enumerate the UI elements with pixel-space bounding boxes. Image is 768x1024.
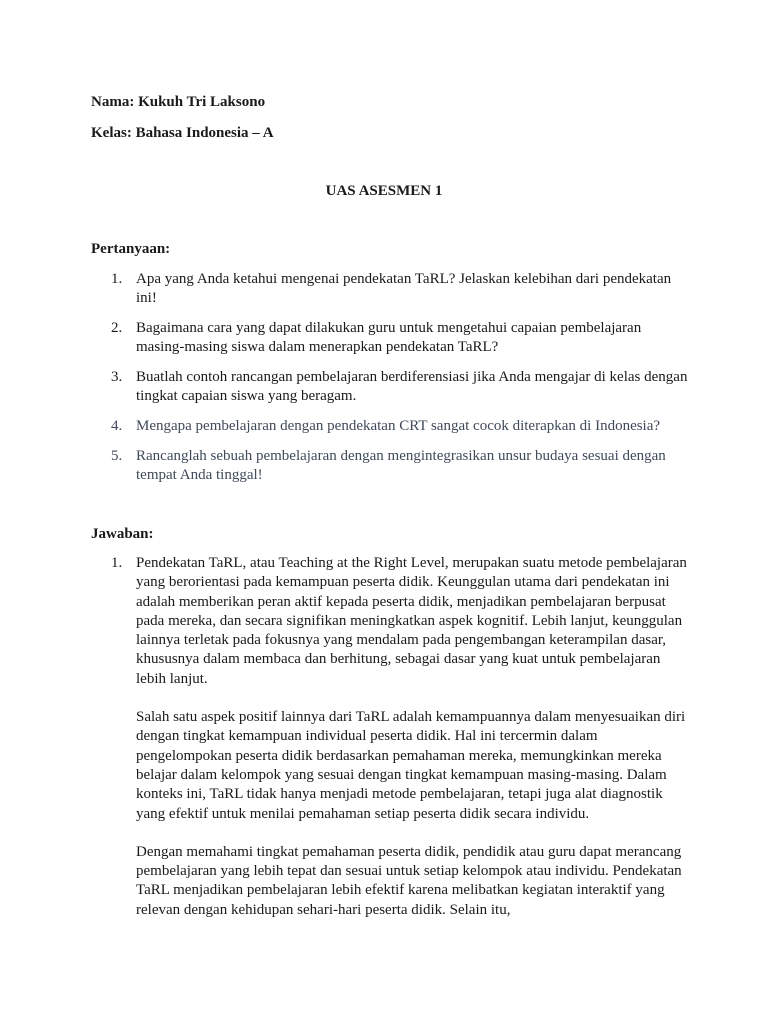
- student-name: Nama: Kukuh Tri Laksono: [91, 94, 266, 110]
- question-text: Mengapa pembelajaran dengan pendekatan CRT sangat cocok diterapkan di Indonesia?: [136, 418, 661, 434]
- question-item: [91, 270, 691, 308]
- question-item: [91, 319, 691, 357]
- student-class: Kelas: Bahasa Indonesia – A: [91, 125, 274, 141]
- question-number: 1.: [111, 271, 123, 287]
- answer-number: 1.: [111, 555, 123, 571]
- question-number: 4.: [111, 418, 123, 434]
- answer-paragraph: Salah satu aspek positif lainnya dari TaRL adalah kemampuannya dalam menyesuaikan diri dengan tingkat kemampuan individual peserta didik. Hal ini tercermin dalam pengelompokan peserta didik berdasarkan pemahaman mereka, memungkinkan mereka belajar dalam kelompok yang sesuai dengan tingkat kemampuan masing-masing. Dalam konteks ini, TaRL tidak hanya menjadi metode pembelajaran, tetapi juga alat diagnostik yang efektif untuk menilai pemahaman setiap peserta didik secara individu.: [136, 709, 686, 822]
- answer-list: [91, 554, 691, 939]
- question-text: Buatlah contoh rancangan pembelajaran berdiferensiasi jika Anda mengajar di kelas dengan tingkat capaian siswa yang beragam.: [136, 369, 688, 404]
- answer-paragraph: Dengan memahami tingkat pemahaman peserta didik, pendidik atau guru dapat merancang pembelajaran yang lebih tepat dan sesuai untuk setiap kelompok atau individu. Pendekatan TaRL menjadikan pembelajaran lebih efektif karena melibatkan kegiatan interaktif yang relevan dengan kehidupan sehari-hari peserta didik. Selain itu,: [136, 843, 682, 918]
- question-number: 3.: [111, 369, 123, 385]
- question-number: 2.: [111, 320, 123, 336]
- questions-heading: Pertanyaan:: [91, 241, 171, 257]
- question-item: [91, 447, 691, 485]
- question-number: 5.: [111, 448, 123, 464]
- question-text: Bagaimana cara yang dapat dilakukan guru untuk mengetahui capaian pembelajaran masing-masing siswa dalam menerapkan pendekatan TaRL?: [136, 320, 642, 355]
- question-list: [91, 270, 691, 496]
- question-item: [91, 368, 691, 406]
- document-title: UAS ASESMEN 1: [325, 183, 443, 199]
- answer-item: [91, 554, 691, 920]
- question-text: Rancanglah sebuah pembelajaran dengan mengintegrasikan unsur budaya sesuai dengan tempat Anda tinggal!: [136, 448, 666, 483]
- answer-paragraph: Pendekatan TaRL, atau Teaching at the Right Level, merupakan suatu metode pembelajaran yang berorientasi pada kemampuan peserta didik. Keunggulan utama dari pendekatan ini adalah memberikan peran aktif kepada peserta didik, menjadikan pembelajaran berpusat pada mereka, dan secara signifikan meningkatkan aspek kognitif. Lebih lanjut, keunggulan lainnya terletak pada fokusnya yang mendalam pada pengembangan keterampilan dasar, khususnya dalam membaca dan berhitung, sebagai dasar yang kuat untuk pembelajaran lebih lanjut.: [136, 555, 687, 687]
- answers-heading: Jawaban:: [91, 526, 154, 542]
- question-item: [91, 417, 691, 436]
- question-text: Apa yang Anda ketahui mengenai pendekatan TaRL? Jelaskan kelebihan dari pendekatan ini!: [136, 271, 672, 306]
